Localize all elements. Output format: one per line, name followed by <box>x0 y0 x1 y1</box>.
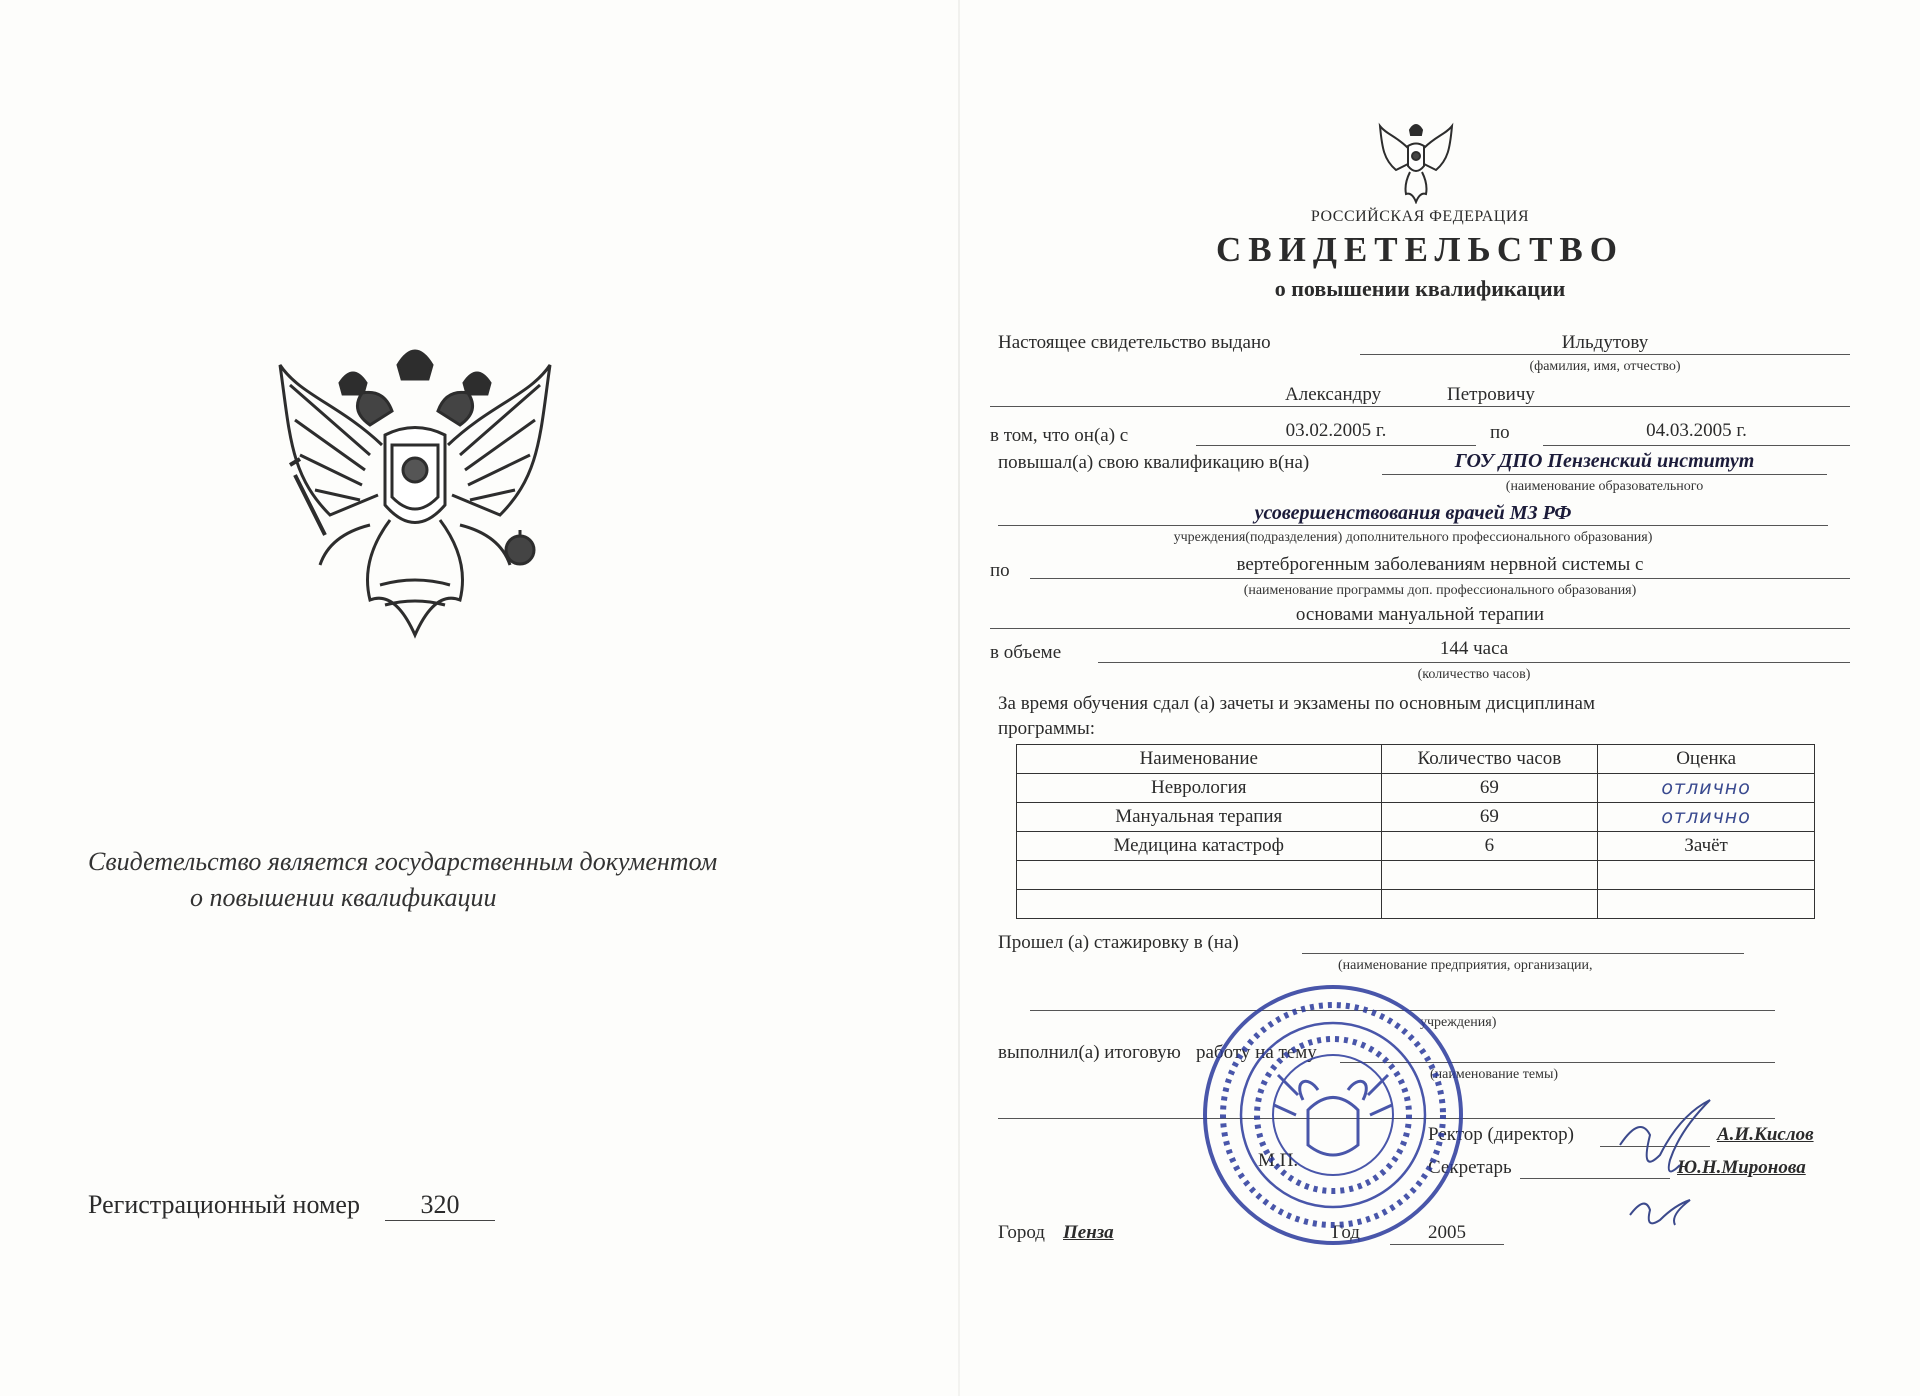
institution-hint-2: учреждения(подразделения) дополнительного профессионального образования) <box>1173 530 1653 545</box>
discipline-hours: 69 <box>1381 774 1598 803</box>
institution-label: повышал(а) свою квалификацию в(на) <box>998 452 1310 473</box>
period-label: в том, что он(а) с <box>990 425 1129 446</box>
exams-line-1: За время обучения сдал (а) зачеты и экзамены по основным дисциплинам <box>998 693 1595 714</box>
table-row <box>1017 832 1815 861</box>
stamp-place-mark: М.П. <box>1258 1150 1299 1171</box>
program-hint: (наименование программы доп. профессионального образования) <box>1243 583 1637 598</box>
fio-hint: (фамилия, имя, отчество) <box>1529 359 1681 374</box>
statement-line-2: о повышении квалификации <box>190 883 497 912</box>
internship-hint-2: учреждения) <box>1420 1015 1497 1030</box>
header-name: Наименование <box>1017 745 1382 774</box>
discipline-grade: отлично <box>1598 803 1815 832</box>
certificate-title: СВИДЕТЕЛЬСТВО <box>1215 230 1625 269</box>
internship-hint-1: (наименование предприятия, организации, <box>1338 958 1593 973</box>
discipline-name: Медицина катастроф <box>1017 832 1382 861</box>
header-hours: Количество часов <box>1381 745 1598 774</box>
volume-hint: (количество часов) <box>1417 667 1531 682</box>
table-header-row <box>1017 745 1815 774</box>
thesis-label-rest: работу на тему <box>1196 1042 1317 1063</box>
table-row <box>1017 774 1815 803</box>
table-row-empty <box>1017 890 1815 919</box>
discipline-hours: 6 <box>1381 832 1598 861</box>
small-coat-of-arms-icon <box>1378 118 1454 204</box>
program-label: по <box>990 560 1010 581</box>
internship-label: Прошел (а) стажировку в (на) <box>998 932 1239 953</box>
period-to-label: по <box>1490 422 1510 443</box>
thesis-label: выполнил(а) итоговую <box>998 1042 1181 1063</box>
institution-name-2: усовершенствования врачей МЗ РФ <box>1254 502 1572 524</box>
table-row-empty <box>1017 861 1815 890</box>
institution-hint-1: (наименование образовательного <box>1505 479 1704 494</box>
discipline-grade: отлично <box>1598 774 1815 803</box>
table-row <box>1017 803 1815 832</box>
year-value: 2005 <box>1390 1222 1504 1245</box>
program-line-1: вертеброгенным заболеваниям нервной системы с <box>1236 554 1644 575</box>
institution-stamp-icon <box>1198 980 1468 1250</box>
exams-line-2: программы: <box>998 718 1095 739</box>
issued-label: Настоящее свидетельство выдано <box>998 332 1271 353</box>
registration-number: 320 <box>385 1190 495 1221</box>
certificate-subtitle: о повышении квалификации <box>1274 276 1566 301</box>
period-from: 03.02.2005 г. <box>1285 420 1387 441</box>
page-fold <box>958 0 960 1396</box>
discipline-name: Мануальная терапия <box>1017 803 1382 832</box>
recipient-surname: Ильдутову <box>1561 332 1649 353</box>
signature-marks <box>1600 1045 1740 1245</box>
volume-label: в объеме <box>990 642 1062 663</box>
secretary-name: Ю.Н.Миронова <box>1677 1157 1806 1178</box>
city-value: Пенза <box>1063 1222 1114 1243</box>
disciplines-table <box>1016 744 1815 919</box>
institution-name-1: ГОУ ДПО Пензенский институт <box>1454 450 1755 472</box>
recipient-patronymic: Петровичу <box>1447 384 1535 405</box>
secretary-label: Секретарь <box>1428 1157 1512 1178</box>
thesis-hint: (наименование темы) <box>1430 1067 1559 1082</box>
city-label: Город <box>998 1222 1045 1243</box>
year-label: Год <box>1332 1222 1360 1243</box>
header-grade: Оценка <box>1598 745 1815 774</box>
volume-value: 144 часа <box>1439 638 1509 659</box>
country-name: РОССИЙСКАЯ ФЕДЕРАЦИЯ <box>1310 208 1530 225</box>
rector-label: Ректор (директор) <box>1428 1124 1574 1145</box>
registration-label: Регистрационный номер <box>88 1190 360 1219</box>
rector-name: А.И.Кислов <box>1717 1124 1814 1145</box>
program-line-2: основами мануальной терапии <box>1295 604 1545 625</box>
discipline-hours: 69 <box>1381 803 1598 832</box>
period-to: 04.03.2005 г. <box>1646 420 1747 441</box>
discipline-name: Неврология <box>1017 774 1382 803</box>
discipline-grade: Зачёт <box>1598 832 1815 861</box>
recipient-name: Александру <box>1285 384 1382 405</box>
statement-line-1: Свидетельство является государственным документом <box>88 847 718 876</box>
coat-of-arms-icon <box>270 325 560 660</box>
